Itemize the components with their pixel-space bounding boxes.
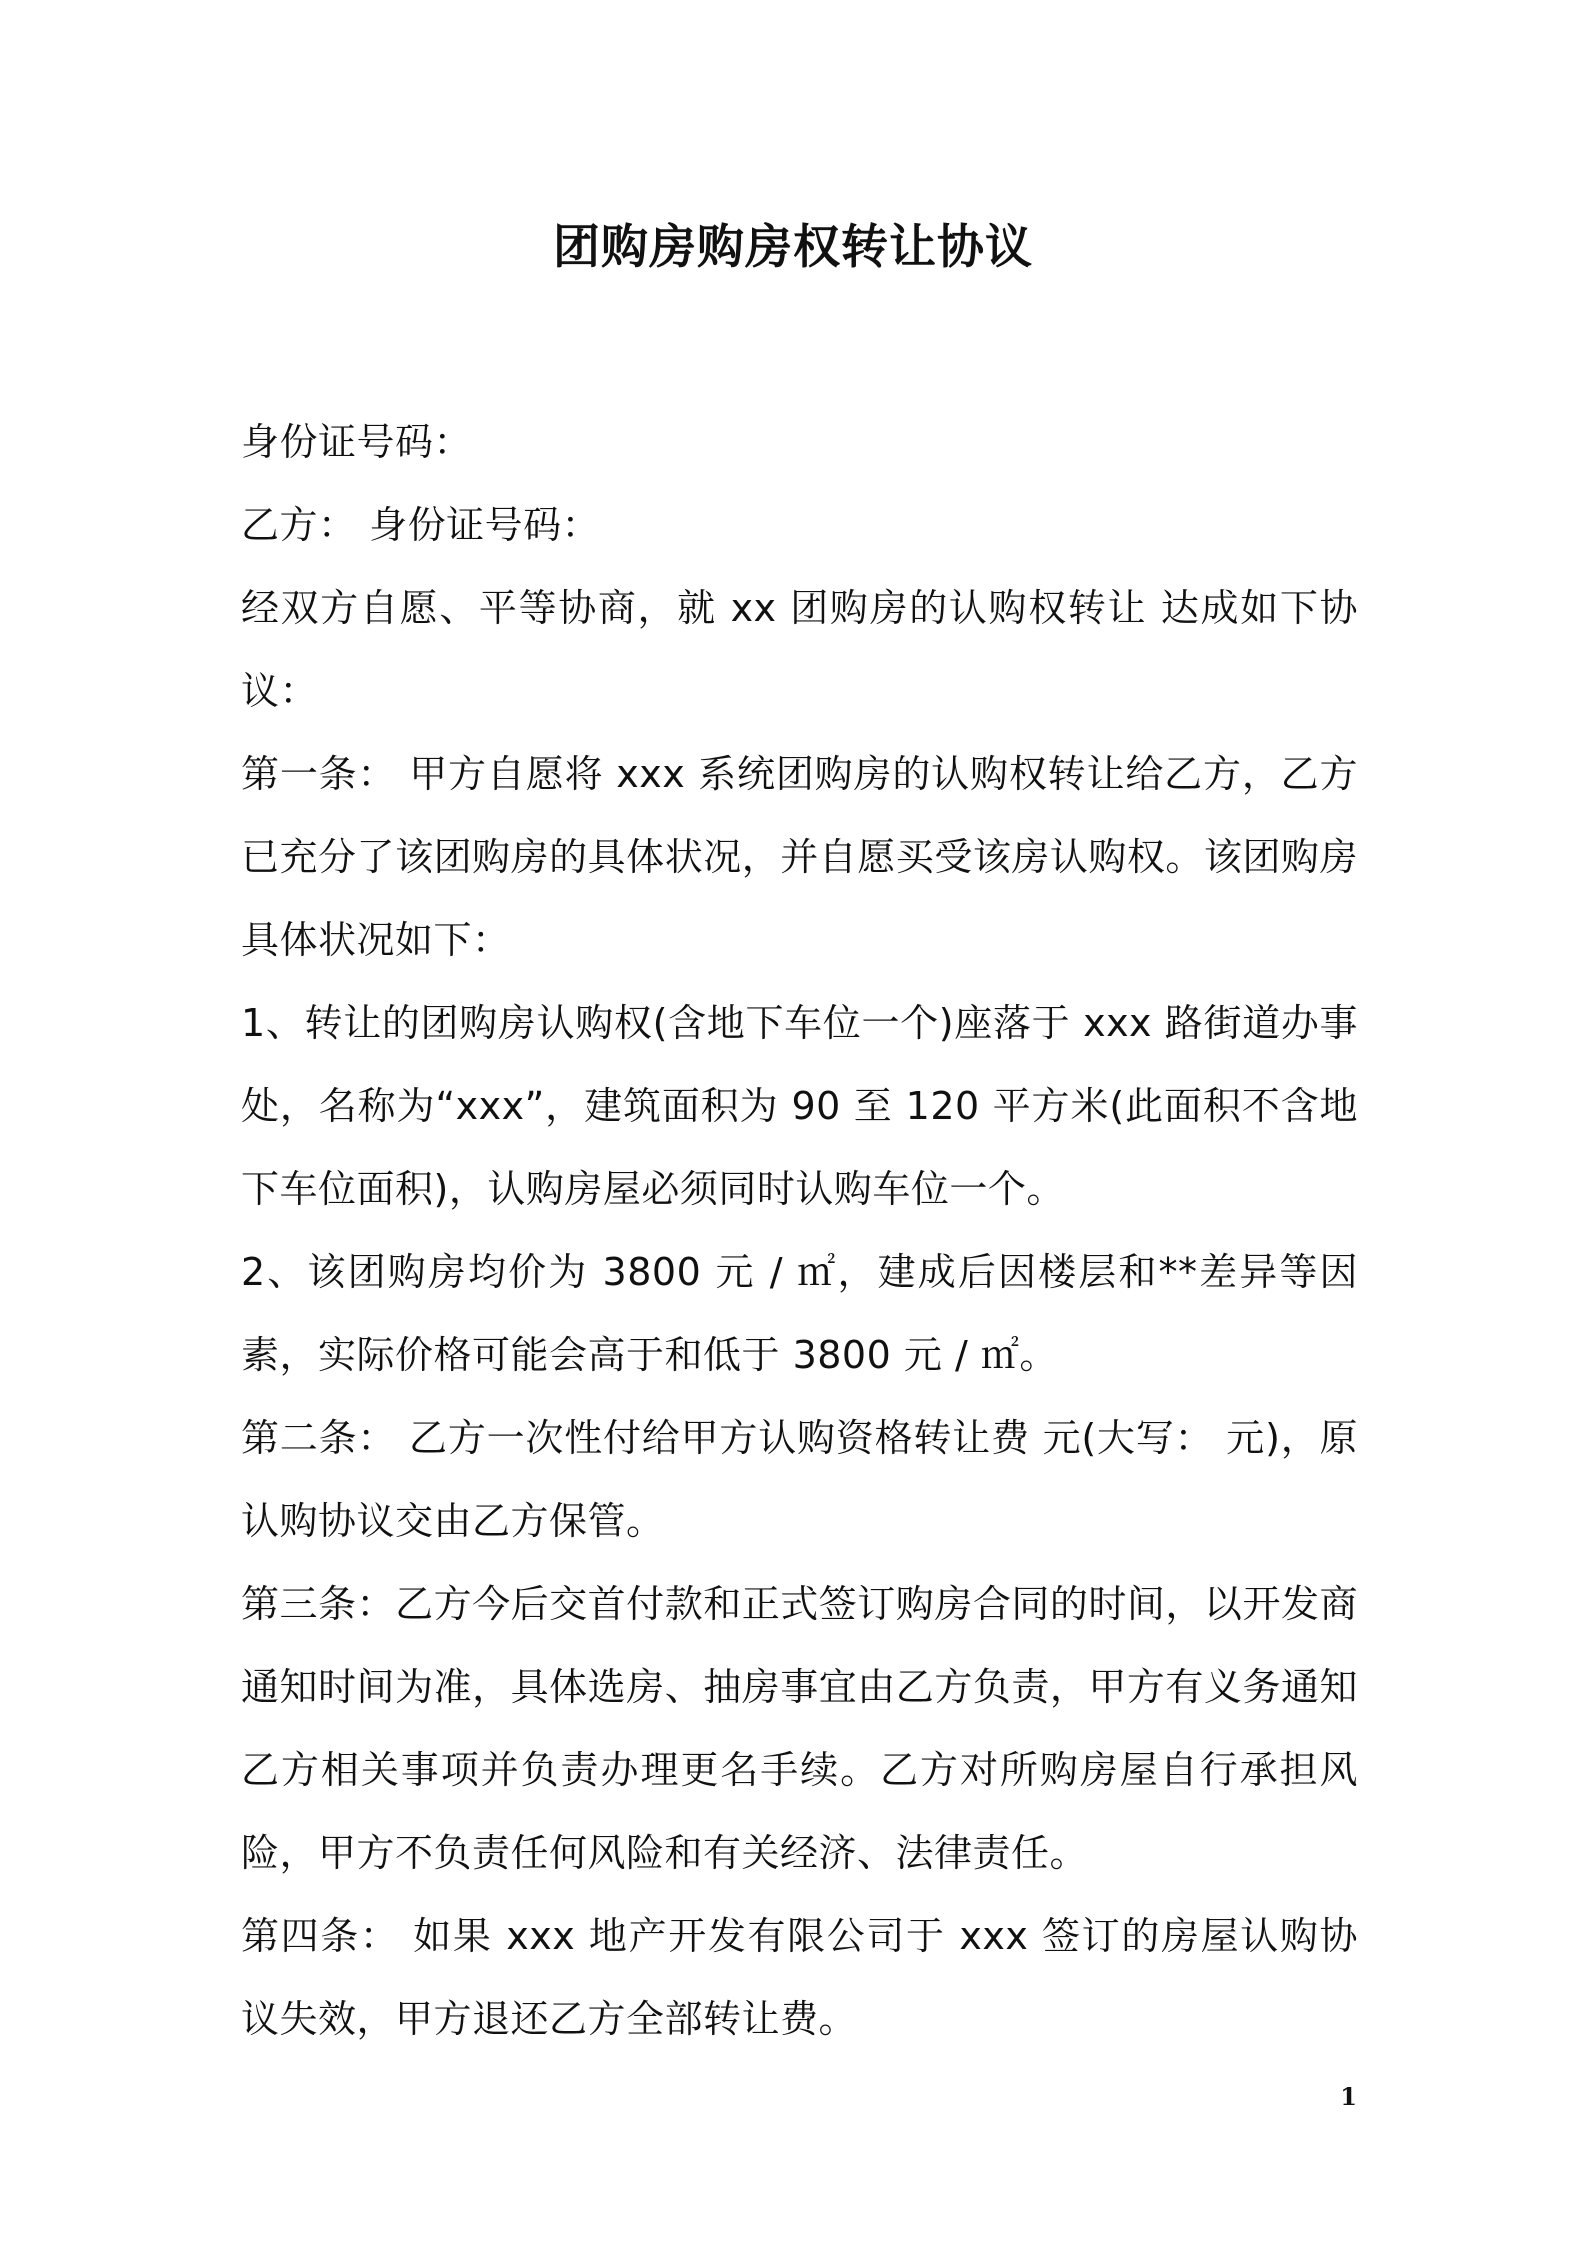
page-number: 1 bbox=[1340, 2082, 1357, 2111]
document-title: 团购房购房权转让协议 bbox=[553, 220, 1033, 275]
paragraph-party-b-id: 乙方： 身份证号码： bbox=[241, 503, 601, 547]
paragraph-party-a-id: 身份证号码： bbox=[241, 420, 473, 464]
paragraph-preamble: 经双方自愿、平等协商，就 xx 团购房的认购权转让 达成如下协议： bbox=[241, 586, 1358, 713]
document-body bbox=[241, 401, 1358, 2061]
paragraph-item-1: 1、转让的团购房认购权(含地下车位一个)座落于 xxx 路街道办事处，名称为“xxx”，建筑面积为 90 至 120 平方米(此面积不含地下车位面积)，认购房屋必须同时认购车位一个。 bbox=[241, 1001, 1358, 1211]
paragraph-article-1: 第一条： 甲方自愿将 xxx 系统团购房的认购权转让给乙方，乙方已充分了该团购房的具体状况，并自愿买受该房认购权。该团购房具体状况如下： bbox=[241, 752, 1358, 962]
paragraph-article-2: 第二条： 乙方一次性付给甲方认购资格转让费 元(大写： 元)，原认购协议交由乙方保管。 bbox=[241, 1416, 1358, 1543]
paragraph-article-3: 第三条：乙方今后交首付款和正式签订购房合同的时间，以开发商通知时间为准，具体选房、抽房事宜由乙方负责，甲方有义务通知乙方相关事项并负责办理更名手续。乙方对所购房屋自行承担风险，甲方不负责任何风险和有关经济、法律责任。 bbox=[241, 1582, 1358, 1875]
paragraph-item-2: 2、该团购房均价为 3800 元 / ㎡，建成后因楼层和**差异等因素，实际价格可能会高于和低于 3800 元 / ㎡。 bbox=[241, 1250, 1358, 1377]
paragraph-article-4: 第四条： 如果 xxx 地产开发有限公司于 xxx 签订的房屋认购协议失效，甲方退还乙方全部转让费。 bbox=[241, 1914, 1358, 2041]
